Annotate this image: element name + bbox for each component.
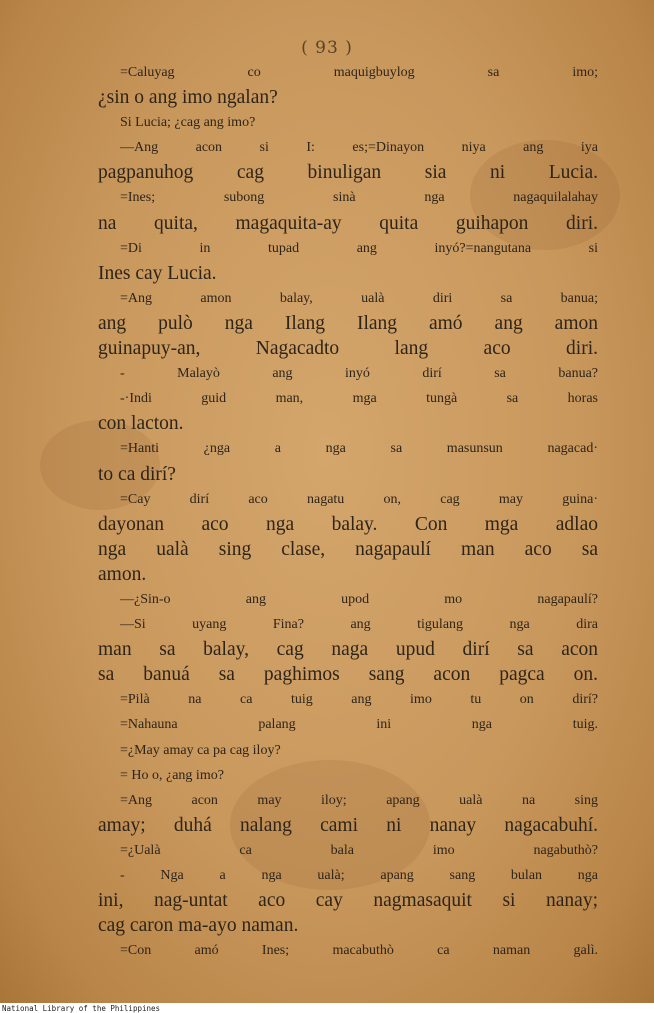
text-line: =Ang amon balay, ualà diri sa banua; — [120, 290, 598, 306]
text-line: amon. — [98, 563, 147, 585]
text-line: =Di in tupad ang inyó?=nangutana si — [120, 240, 598, 256]
page-number: ( 93 ) — [301, 38, 353, 58]
text-line: Si Lucia; ¿cag ang imo? — [120, 115, 256, 131]
library-footer: National Library of the Philippines — [2, 1004, 161, 1013]
page-text — [98, 60, 598, 963]
text-line: - Malayò ang inyó dirí sa banua? — [120, 366, 598, 382]
text-line: ang pulò nga Ilang Ilang amó ang amon — [98, 312, 598, 334]
text-line: —Ang acon si I: es;=Dinayon niya ang iya — [120, 140, 598, 156]
text-line: na quita, magaquita-ay quita guihapon diri. — [98, 212, 598, 234]
text-line: =¿Ualà ca bala imo nagabuthò? — [120, 842, 598, 858]
text-line: =Ines; subong sinà nga nagaquilalahay — [120, 190, 598, 206]
text-line: —¿Sin-o ang upod mo nagapaulí? — [120, 591, 598, 607]
text-line: =Ang acon may iloy; apang ualà na sing — [120, 792, 598, 808]
text-line: =Pilà na ca tuig ang imo tu on dirí? — [120, 692, 598, 708]
text-line: = Ho o, ¿ang imo? — [120, 767, 224, 783]
text-line: con lacton. — [98, 413, 184, 435]
text-line: ini, nag-untat aco cay nagmasaquit si nanay; — [98, 890, 598, 912]
text-line: amay; duhá nalang cami ni nanay nagacabuhí. — [98, 814, 598, 836]
text-line: =Hanti ¿nga a nga sa masunsun nagacad· — [120, 441, 598, 457]
text-line: man sa balay, cag naga upud dirí sa acon — [98, 639, 598, 661]
text-line: =Con amó Ines; macabuthò ca naman galì. — [120, 943, 598, 959]
text-line: dayonan aco nga balay. Con mga adlao — [98, 513, 598, 535]
text-line: pagpanuhog cag binuligan sia ni Lucia. — [98, 162, 598, 184]
text-line: to ca dirí? — [98, 463, 176, 485]
text-line: cag caron ma-ayo naman. — [98, 915, 299, 937]
text-line: Ines cay Lucia. — [98, 262, 217, 284]
text-line: ¿sin o ang imo ngalan? — [98, 87, 278, 109]
text-line: =Caluyag co maquigbuylog sa imo; — [120, 65, 598, 80]
text-line: sa banuá sa paghimos sang acon pagca on. — [98, 664, 598, 686]
text-line: - Nga a nga ualà; apang sang bulan nga — [120, 868, 598, 883]
text-line: —Si uyang Fina? ang tigulang nga dira — [120, 617, 598, 633]
text-line: nga ualà sing clase, nagapaulí man aco sa — [98, 538, 598, 560]
text-line: =Cay dirí aco nagatu on, cag may guina· — [120, 491, 598, 507]
text-line: guinapuy-an, Nagacadto lang aco diri. — [98, 338, 598, 360]
text-line: =¿May amay ca pa cag iloy? — [120, 742, 281, 758]
text-line: -·Indi guid man, mga tungà sa horas — [120, 391, 598, 407]
text-line: =Nahauna palang ini nga tuig. — [120, 717, 598, 733]
